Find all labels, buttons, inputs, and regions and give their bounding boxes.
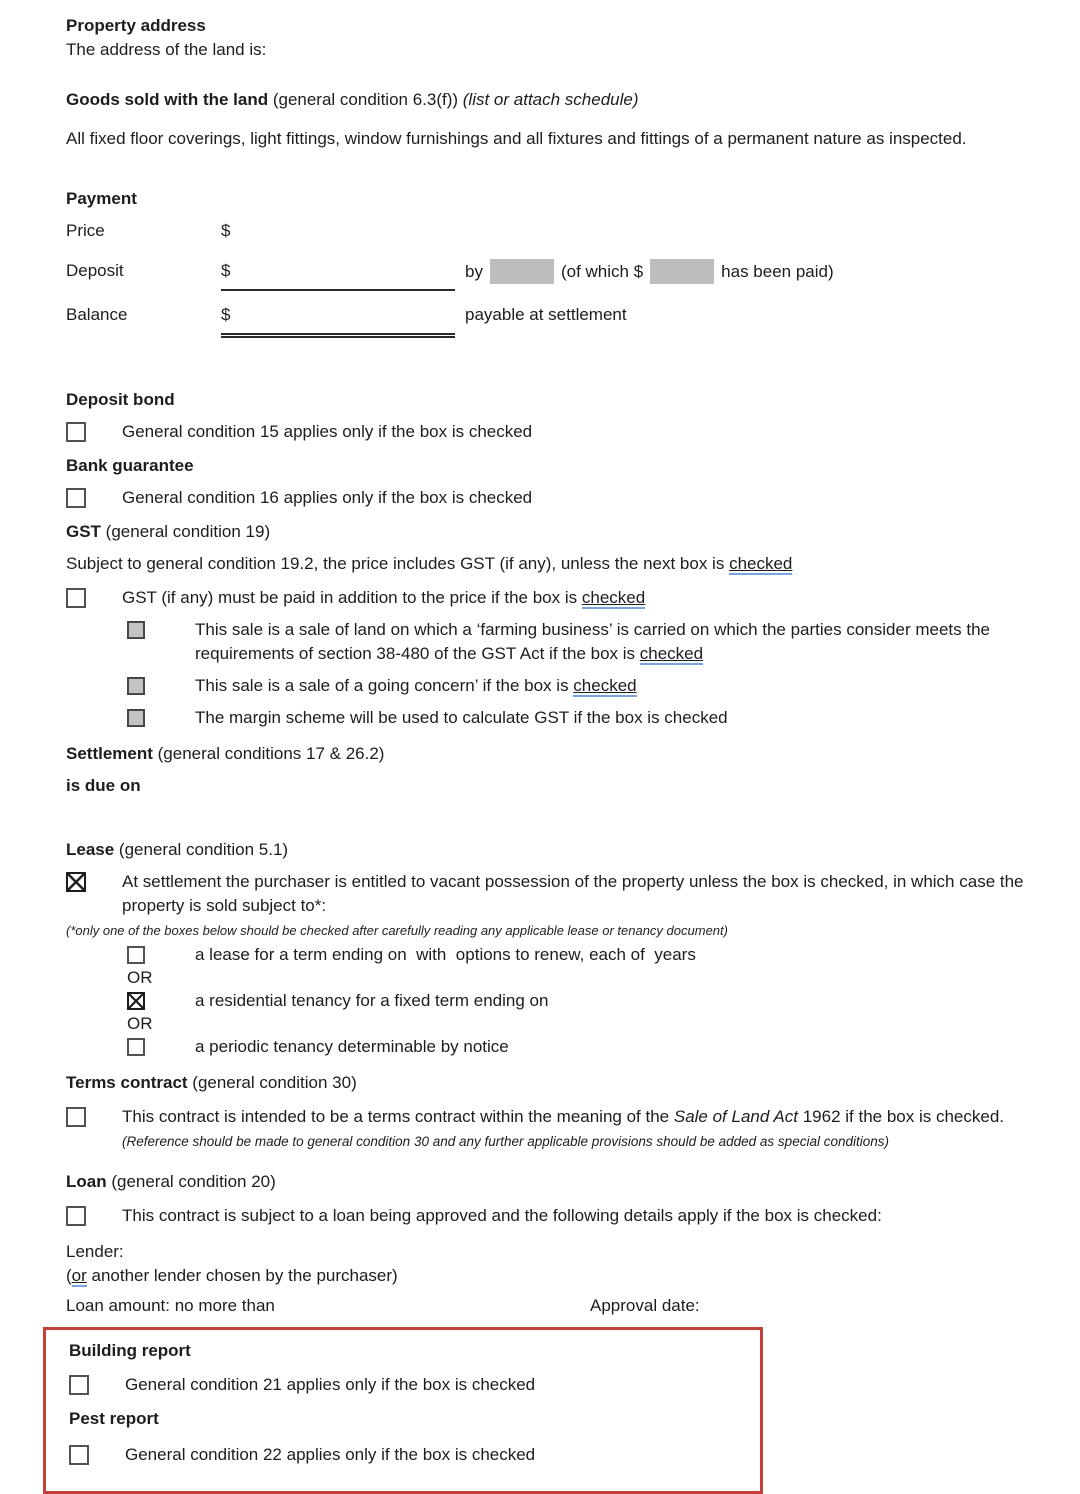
building-report-heading: Building report	[69, 1341, 191, 1360]
terms-contract-act-name: Sale of Land Act	[673, 1107, 798, 1126]
report-highlight-box	[43, 1327, 763, 1494]
terms-contract-heading-row	[66, 1071, 1068, 1095]
approval-date-label: Approval date:	[590, 1296, 700, 1315]
lease-heading: Lease	[66, 840, 115, 859]
gst-margin-checkbox[interactable]	[127, 709, 145, 727]
gst-going-concern-row	[127, 674, 1068, 698]
bank-guarantee-heading: Bank guarantee	[66, 456, 194, 475]
deposit-date-field[interactable]	[490, 259, 554, 284]
pest-report-heading: Pest report	[69, 1409, 159, 1428]
gst-farming-checkbox[interactable]	[127, 621, 145, 639]
gst-intro	[66, 552, 1068, 576]
lease-option2-checkbox[interactable]	[127, 992, 145, 1010]
lease-option1-label: a lease for a term ending on with options to renew, each of years	[195, 945, 696, 964]
loan-heading: Loan	[66, 1172, 107, 1191]
deposit-amount-field[interactable]	[221, 259, 455, 291]
gst-addition-label	[122, 586, 1068, 610]
payable-label: payable at settlement	[465, 305, 627, 324]
lease-main-checkbox[interactable]	[66, 872, 86, 892]
gst-intro-checked-word: checked	[729, 554, 793, 573]
gst-addition-text: GST (if any) must be paid in addition to the price if the box is	[122, 588, 582, 607]
deposit-details	[465, 259, 834, 284]
lender-note	[66, 1264, 1068, 1288]
lender-label: Lender:	[66, 1242, 124, 1261]
goods-heading-row	[66, 88, 1068, 112]
terms-contract-checkbox[interactable]	[66, 1107, 86, 1127]
balance-label: Balance	[66, 305, 128, 324]
goods-heading-note: (general condition 6.3(f))	[268, 90, 463, 109]
terms-contract-text: This contract is intended to be a terms contract within the meaning of the	[122, 1107, 674, 1126]
deposit-bond-label: General condition 15 applies only if the box is checked	[122, 422, 533, 441]
terms-contract-label	[122, 1105, 1068, 1154]
pest-report-row	[69, 1443, 760, 1467]
by-label: by	[465, 262, 483, 281]
loan-row	[66, 1204, 1068, 1228]
pest-report-label: General condition 22 applies only if the box is checked	[125, 1445, 536, 1464]
gst-going-concern-label	[195, 674, 1068, 698]
has-been-paid-label: has been paid)	[721, 262, 834, 281]
lease-heading-row	[66, 838, 1068, 862]
lease-main-label: At settlement the purchaser is entitled to vacant possession of the property unless the box is checked, in which case the property is sold subject to*:	[122, 872, 1024, 915]
gst-farming-text: This sale is a sale of land on which a ‘farming business’ is carried on which the parties consider meets the requirements of section 38-480 of the GST Act if the box is	[195, 620, 990, 663]
deposit-row	[66, 259, 1068, 291]
goods-heading-note-italic: (list or attach schedule)	[462, 90, 639, 109]
lease-main-row	[66, 870, 1068, 918]
loan-label: This contract is subject to a loan being approved and the following details apply if the box is checked:	[122, 1206, 882, 1225]
building-report-row	[69, 1373, 760, 1397]
loan-heading-row	[66, 1170, 1068, 1194]
loan-amount-label: Loan amount: no more than	[66, 1296, 275, 1315]
balance-amount-field[interactable]	[221, 303, 455, 338]
payment-heading: Payment	[66, 189, 137, 208]
lender-note-or-word: or	[71, 1266, 87, 1285]
pest-report-checkbox[interactable]	[69, 1445, 89, 1465]
terms-contract-note: (Reference should be made to general condition 30 and any further applicable provisions should be added as special conditions)	[122, 1134, 889, 1149]
lease-or-label: OR	[127, 1014, 153, 1033]
gst-margin-label: The margin scheme will be used to calculate GST if the box is checked	[195, 708, 728, 727]
gst-heading-note: (general condition 19)	[100, 522, 271, 541]
lease-note: (*only one of the boxes below should be checked after carefully reading any applicable lease or tenancy document)	[66, 923, 728, 938]
deposit-bond-heading: Deposit bond	[66, 390, 175, 409]
dollar-sign: $	[221, 305, 231, 324]
gst-addition-checked-word: checked	[581, 588, 646, 607]
terms-contract-row	[66, 1105, 1068, 1154]
price-row	[66, 219, 1068, 243]
gst-farming-row	[127, 618, 1068, 666]
property-address-line: The address of the land is:	[66, 40, 267, 59]
building-report-checkbox[interactable]	[69, 1375, 89, 1395]
lease-heading-note: (general condition 5.1)	[114, 840, 289, 859]
settlement-due-label: is due on	[66, 776, 141, 795]
gst-margin-row	[127, 706, 1068, 730]
gst-farming-checked-word: checked	[639, 644, 704, 663]
gst-going-concern-checkbox[interactable]	[127, 677, 145, 695]
goods-body: All fixed floor coverings, light fittings, window furnishings and all fixtures and fittings of a permanent nature as inspected.	[66, 129, 967, 148]
lease-or-label: OR	[127, 968, 153, 987]
loan-amount-row	[66, 1294, 1068, 1318]
settlement-heading-row	[66, 742, 1068, 766]
building-report-label: General condition 21 applies only if the box is checked	[125, 1375, 536, 1394]
settlement-heading: Settlement	[66, 744, 153, 763]
loan-checkbox[interactable]	[66, 1206, 86, 1226]
lease-option1-row	[127, 943, 1068, 967]
gst-going-concern-checked-word: checked	[573, 676, 637, 695]
gst-addition-checkbox[interactable]	[66, 588, 86, 608]
price-amount-field[interactable]	[221, 219, 455, 243]
gst-going-concern-text: This sale is a sale of a going concern’ if the box is	[195, 676, 574, 695]
bank-guarantee-row	[66, 486, 1068, 510]
lease-option3-checkbox[interactable]	[127, 1038, 145, 1056]
lease-option2-label: a residential tenancy for a fixed term ending on	[195, 991, 549, 1010]
lease-option3-label: a periodic tenancy determinable by notice	[195, 1037, 509, 1056]
lender-note-open: (	[66, 1266, 72, 1285]
gst-heading: GST	[66, 522, 101, 541]
terms-contract-heading: Terms contract	[66, 1073, 188, 1092]
dollar-sign: $	[221, 261, 231, 280]
deposit-bond-row	[66, 420, 1068, 444]
gst-farming-label	[195, 618, 1068, 666]
balance-row	[66, 303, 1068, 338]
lender-note-rest: another lender chosen by the purchaser)	[86, 1266, 398, 1285]
lease-option3-row	[127, 1035, 1068, 1059]
deposit-bond-checkbox[interactable]	[66, 422, 86, 442]
lease-option1-checkbox[interactable]	[127, 946, 145, 964]
bank-guarantee-checkbox[interactable]	[66, 488, 86, 508]
bank-guarantee-label: General condition 16 applies only if the box is checked	[122, 488, 533, 507]
gst-addition-row	[66, 586, 1068, 610]
dollar-sign: $	[221, 221, 231, 240]
gst-intro-text: Subject to general condition 19.2, the price includes GST (if any), unless the next box is	[66, 554, 730, 573]
terms-contract-text-suffix: 1962 if the box is checked.	[797, 1107, 1005, 1126]
settlement-heading-note: (general conditions 17 & 26.2)	[152, 744, 385, 763]
property-address-heading: Property address	[66, 16, 206, 35]
terms-contract-heading-note: (general condition 30)	[187, 1073, 357, 1092]
loan-heading-note: (general condition 20)	[106, 1172, 276, 1191]
goods-heading: Goods sold with the land	[66, 90, 269, 109]
of-which-label: (of which $	[560, 262, 644, 281]
gst-heading-row	[66, 520, 1068, 544]
paid-amount-field[interactable]	[650, 259, 714, 284]
deposit-label: Deposit	[66, 261, 124, 280]
lease-option2-row	[127, 989, 1068, 1013]
price-label: Price	[66, 221, 105, 240]
